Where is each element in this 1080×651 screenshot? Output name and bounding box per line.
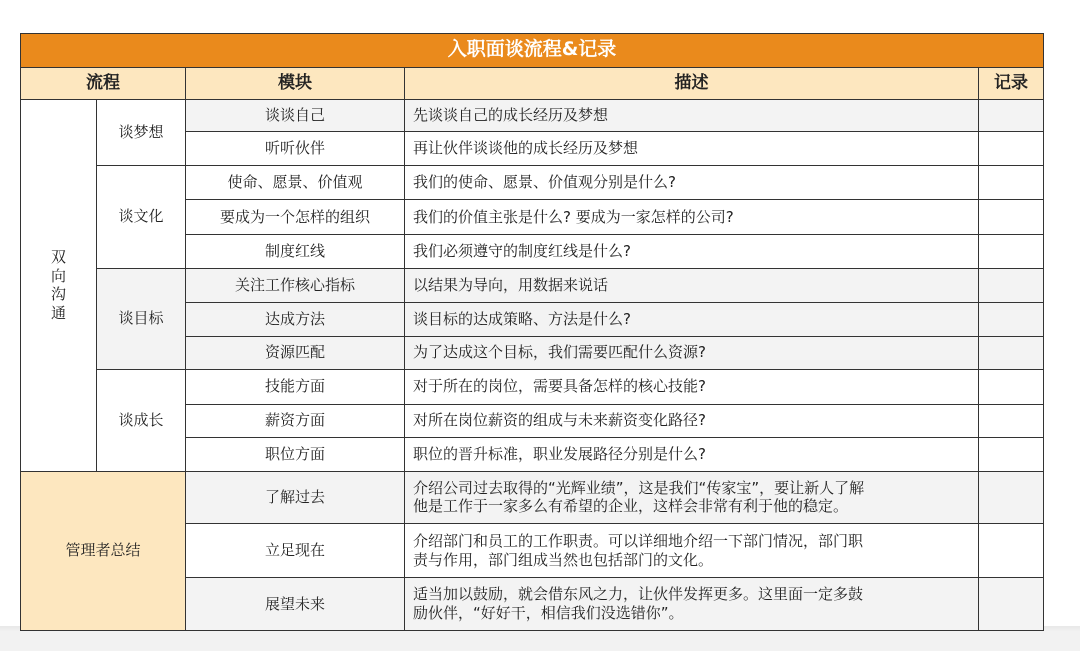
header-flow: 流程	[21, 67, 186, 99]
description-cell: 我们必须遵守的制度红线是什么?	[405, 235, 979, 269]
record-cell[interactable]	[979, 268, 1044, 303]
header-record: 记录	[979, 67, 1044, 99]
module-cell: 听听伙伴	[186, 132, 405, 166]
description-cell: 对所在岗位薪资的组成与未来薪资变化路径?	[405, 404, 979, 438]
record-cell[interactable]	[979, 471, 1044, 524]
module-cell: 职位方面	[186, 438, 405, 472]
two-way-char-2: 向	[50, 266, 66, 285]
record-cell[interactable]	[979, 99, 1044, 131]
page-background	[0, 631, 1080, 651]
table-row	[21, 370, 1044, 405]
record-cell[interactable]	[979, 524, 1044, 578]
description-cell: 再让伙伴谈谈他的成长经历及梦想	[405, 132, 979, 166]
module-cell: 技能方面	[186, 370, 405, 405]
group-label: 谈文化	[97, 165, 186, 268]
table-header-row	[21, 67, 1044, 99]
module-cell: 制度红线	[186, 235, 405, 269]
table-row	[21, 471, 1044, 524]
record-cell[interactable]	[979, 370, 1044, 405]
description-cell	[405, 524, 979, 578]
description-cell: 为了达成这个目标，我们需要匹配什么资源?	[405, 336, 979, 370]
module-cell: 展望未来	[186, 578, 405, 631]
record-cell[interactable]	[979, 578, 1044, 631]
description-cell	[405, 471, 979, 524]
record-cell[interactable]	[979, 303, 1044, 337]
two-way-char-1: 双	[50, 247, 66, 266]
description-cell: 我们的使命、愿景、价值观分别是什么?	[405, 165, 979, 200]
description-line: 介绍公司过去取得的“光辉业绩”，这是我们“传家宝”，要让新人了解	[413, 478, 865, 497]
module-cell: 要成为一个怎样的组织	[186, 200, 405, 235]
record-cell[interactable]	[979, 438, 1044, 472]
description-line: 责与作用，部门组成当然也包括部门的文化。	[413, 550, 714, 569]
record-cell[interactable]	[979, 336, 1044, 370]
module-cell: 关注工作核心指标	[186, 268, 405, 303]
table-title: 入职面谈流程&记录	[21, 34, 1044, 68]
group-label: 谈成长	[97, 370, 186, 472]
group-label: 谈目标	[97, 268, 186, 370]
header-description: 描述	[405, 67, 979, 99]
description-cell: 对于所在的岗位，需要具备怎样的核心技能?	[405, 370, 979, 405]
record-cell[interactable]	[979, 404, 1044, 438]
module-cell: 立足现在	[186, 524, 405, 578]
record-cell[interactable]	[979, 132, 1044, 166]
description-cell: 先谈谈自己的成长经历及梦想	[405, 99, 979, 131]
module-cell: 达成方法	[186, 303, 405, 337]
description-line: 介绍部门和员工的工作职责。可以详细地介绍一下部门情况，部门职	[413, 531, 864, 550]
module-cell: 使命、愿景、价值观	[186, 165, 405, 200]
table-row	[21, 99, 1044, 131]
description-cell: 以结果为导向，用数据来说话	[405, 268, 979, 303]
table-title-row	[21, 34, 1044, 68]
description-cell: 我们的价值主张是什么? 要成为一家怎样的公司?	[405, 200, 979, 235]
description-cell	[405, 578, 979, 631]
description-cell: 职位的晋升标准，职业发展路径分别是什么?	[405, 438, 979, 472]
header-module: 模块	[186, 67, 405, 99]
onboarding-interview-table	[20, 33, 1044, 631]
two-way-char-4: 通	[50, 304, 66, 322]
two-way-char-3: 沟	[50, 285, 66, 304]
record-cell[interactable]	[979, 165, 1044, 200]
record-cell[interactable]	[979, 235, 1044, 269]
description-cell: 谈目标的达成策略、方法是什么?	[405, 303, 979, 337]
description-line: 他是工作于一家多么有希望的企业，这样会非常有利于他的稳定。	[413, 497, 849, 516]
group-label: 谈梦想	[97, 99, 186, 165]
table-row	[21, 268, 1044, 303]
module-cell: 了解过去	[186, 471, 405, 524]
module-cell: 薪资方面	[186, 404, 405, 438]
table-row	[21, 165, 1044, 200]
module-cell: 谈谈自己	[186, 99, 405, 131]
record-cell[interactable]	[979, 200, 1044, 235]
description-line: 适当加以鼓励，就会借东风之力，让伙伴发挥更多。这里面一定多鼓	[413, 585, 864, 604]
manager-summary-label: 管理者总结	[21, 471, 186, 630]
module-cell: 资源匹配	[186, 336, 405, 370]
description-line: 励伙伴，“好好干，相信我们没选错你”。	[413, 604, 684, 623]
two-way-communication-label	[21, 99, 97, 471]
